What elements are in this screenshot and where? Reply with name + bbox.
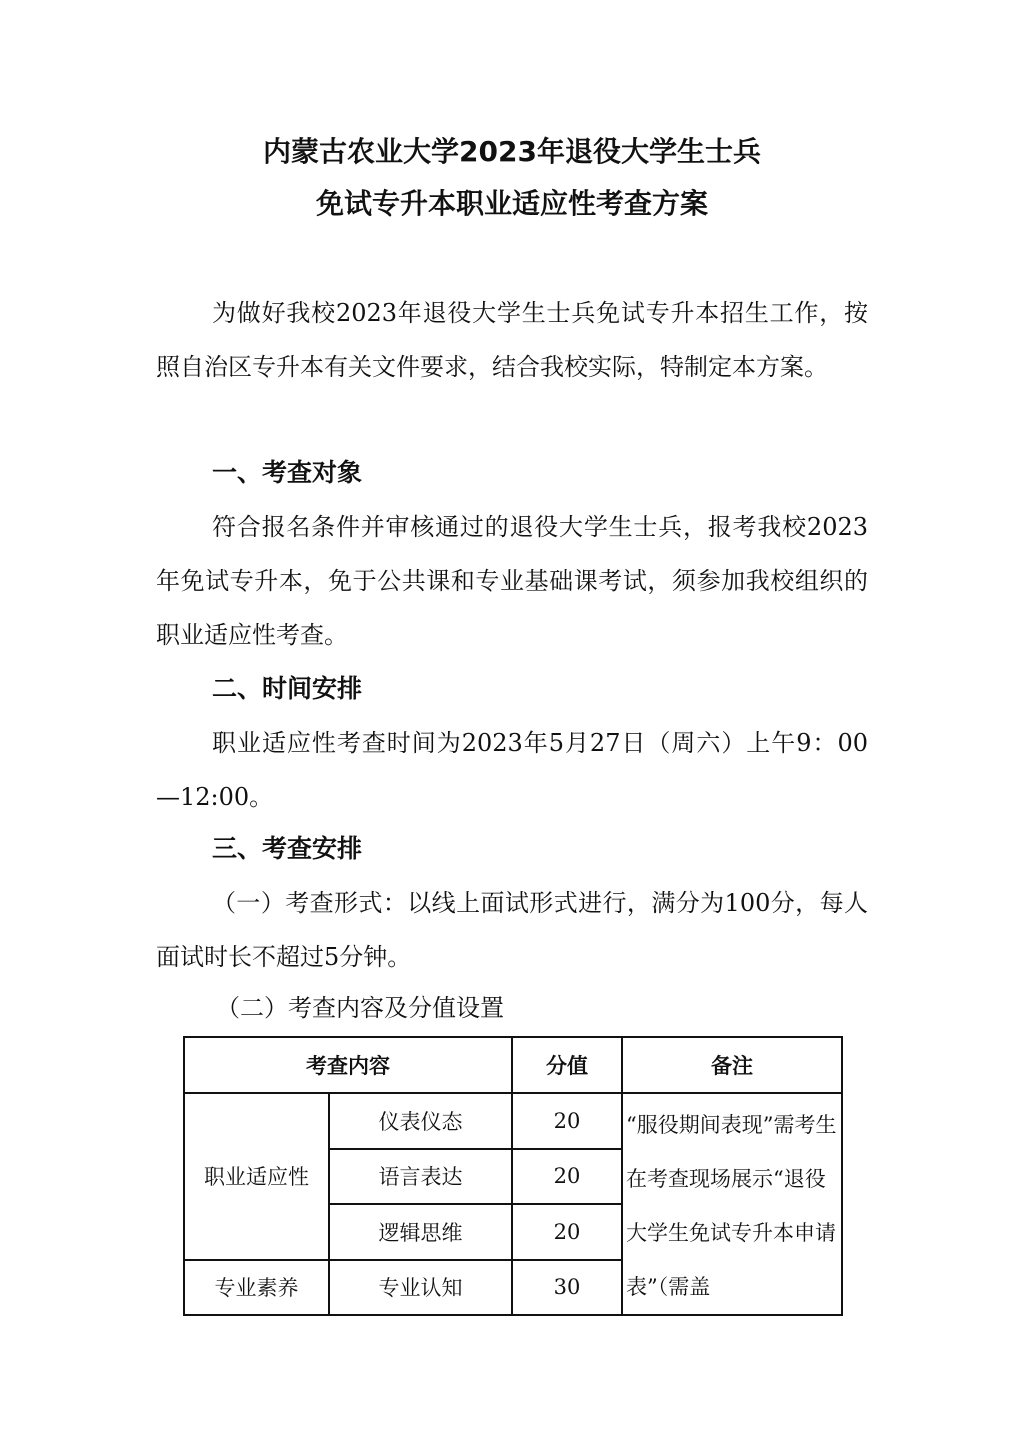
table-row xyxy=(184,1093,842,1149)
doc-title-line2: 免试专升本职业适应性考查方案 xyxy=(315,187,708,220)
group-professional-literacy: 专业素养 xyxy=(184,1260,329,1316)
section-3-heading: 三、考查安排 xyxy=(212,834,363,863)
item-cell: 逻辑思维 xyxy=(329,1204,512,1260)
table-header-row xyxy=(184,1037,842,1093)
note-cell: “服役期间表现”需考生在考查现场展示“退役大学生免试专升本申请表”（需盖 xyxy=(622,1093,842,1315)
section-3-item-1: （一）考查形式：以线上面试形式进行，满分为100分，每人面试时长不超过5分钟。 xyxy=(156,889,868,971)
score-table xyxy=(183,1036,843,1316)
section-2-text: 职业适应性考查时间为2023年5月27日（周六）上午9：00—12:00。 xyxy=(156,729,868,811)
doc-title-line1: 内蒙古农业大学2023年退役大学生士兵 xyxy=(263,135,761,168)
score-cell: 20 xyxy=(512,1149,622,1205)
intro-paragraph: 为做好我校2023年退役大学生士兵免试专升本招生工作，按照自治区专升本有关文件要求，结合我校实际，特制定本方案。 xyxy=(156,299,868,381)
item-cell: 专业认知 xyxy=(329,1260,512,1316)
header-note: 备注 xyxy=(622,1037,842,1093)
section-1-heading: 一、考查对象 xyxy=(212,458,363,487)
score-cell: 30 xyxy=(512,1260,622,1316)
score-cell: 20 xyxy=(512,1093,622,1149)
header-content: 考查内容 xyxy=(184,1037,512,1093)
section-1-text: 符合报名条件并审核通过的退役大学生士兵，报考我校2023年免试专升本，免于公共课和专业基础课考试，须参加我校组织的职业适应性考查。 xyxy=(156,513,868,649)
item-cell: 仪表仪态 xyxy=(329,1093,512,1149)
section-3-item-2: （二）考查内容及分值设置 xyxy=(216,994,504,1022)
item-cell: 语言表达 xyxy=(329,1149,512,1205)
group-vocational-adaptability: 职业适应性 xyxy=(184,1093,329,1260)
header-score: 分值 xyxy=(512,1037,622,1093)
section-2-heading: 二、时间安排 xyxy=(212,674,363,703)
score-cell: 20 xyxy=(512,1204,622,1260)
